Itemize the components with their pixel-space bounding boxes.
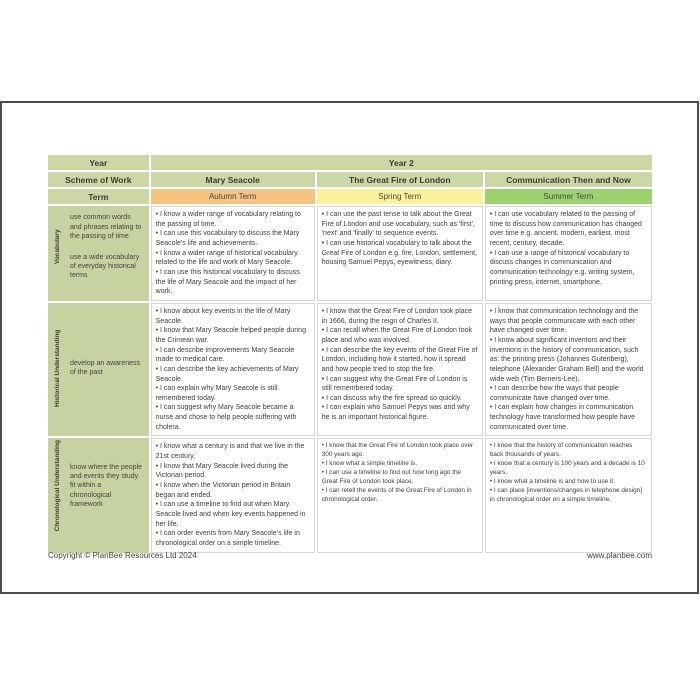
bullet-item: • I can suggest why Mary Seacole became a nurse and chose to help people suffering with cholera.	[155, 404, 297, 431]
scheme-row	[48, 172, 652, 187]
historical-category-cell	[48, 303, 149, 437]
bullet-item: • I know that Mary Seacole helped people during the Crimean war.	[155, 327, 306, 344]
spring-term-cell: Spring Term	[317, 189, 483, 204]
chronological-category-cell	[48, 438, 149, 552]
bullet-item: • I know that a century is 100 years and a decade is 10 years.	[489, 460, 645, 477]
year-value-cell: Year 2	[151, 155, 652, 170]
historical-rotated-label: Historical Understanding	[53, 329, 61, 408]
bullet-item: • I can place [inventions/changes in telephone design] in chronological order on a simple timeline.	[489, 487, 642, 504]
scheme-great-fire-cell: The Great Fire of London	[317, 172, 483, 187]
vocabulary-description-line: use common words and phrases relating to the passing of time	[70, 214, 142, 241]
bullet-item: • I can order events from Mary Seacole's life in chronological order on a simple timeline.	[155, 530, 300, 547]
bullet-item: • I can explain why Mary Seacole is still remembered today.	[155, 385, 278, 402]
vocabulary-mary-seacole-cell	[151, 206, 315, 301]
bullet-item: • I can recall when the Great Fire of London took place and who was involved.	[321, 327, 473, 344]
bullet-item: • I can use a timeline to find out how long ago the Great Fire of London took place.	[321, 469, 462, 486]
vocabulary-row	[48, 206, 652, 301]
bullet-item: • I know that the Great Fire of London took place over 300 years ago.	[321, 442, 474, 459]
bullet-item: • I know about key events in the life of Mary Seacole.	[155, 307, 291, 325]
bullet-item: • I know that communication technology and the ways that people communicate with each other have changed over time.	[489, 307, 639, 335]
autumn-term-cell: Autumn Term	[151, 189, 315, 204]
vocabulary-great-fire-cell	[317, 206, 483, 301]
bullet-item: • I can use the past tense to talk about the Great Fire of London and use vocabulary, such as 'first', 'next' and 'finally' to sequence events.	[321, 211, 475, 238]
vocabulary-rotated-label: Vocabulary	[53, 229, 61, 265]
year-label-cell: Year	[48, 155, 149, 170]
chronological-rotated-label: Chronological Understanding	[53, 440, 61, 532]
bullet-item: • I know that the Great Fire of London took place in 1666, during the reign of Charles II.	[321, 307, 473, 325]
chronological-mary-seacole-cell	[151, 438, 315, 552]
bullet-item: • I can use a timeline to find out when Mary Seacole lived and when key events happened in her life.	[155, 501, 306, 528]
term-label-cell: Term	[48, 189, 149, 204]
term-row	[48, 189, 652, 204]
scheme-of-work-table	[46, 153, 654, 555]
historical-description-line: develop an awareness of the past	[70, 359, 141, 377]
website-text: www.planbee.com	[587, 551, 652, 560]
chronological-description	[68, 438, 149, 533]
bullet-item: • I can use vocabulary related to the passing of time to discuss how communication has changed over time e.g. ancient, modern, earliest, most recent, century, decade.	[489, 211, 642, 247]
bullet-item: • I can describe how the ways that people communicate have changed over time.	[489, 385, 619, 402]
historical-great-fire-cell	[317, 303, 483, 437]
bullet-item: • I can describe the key events of the Great Fire of London, including how it started, how it spread and how people tried to stop the fire.	[321, 346, 478, 373]
bullet-item: • I can use historical vocabulary to talk about the Great Fire of London e.g. fire, London, settlement, housing Samuel Pepys, eyewitness, diary.	[321, 239, 477, 267]
bullet-item: • I know what a simple timeline is.	[321, 460, 418, 468]
historical-description	[68, 303, 149, 434]
copyright-text: Copyright © PlanBee Resources Ltd 2024	[48, 551, 197, 560]
chronological-communication-cell	[485, 438, 652, 552]
vocabulary-communication-cell	[485, 206, 652, 301]
bullet-item: • I know when the Victorian period in Britain began and ended.	[155, 482, 291, 499]
bullet-item: • I know what a century is and that we live in the 21st century.	[155, 443, 305, 461]
bullet-item: • I know that the history of communication reaches back thousands of years.	[489, 442, 633, 459]
scheme-communication-cell: Communication Then and Now	[485, 172, 652, 187]
bullet-item: • I know a wider range of vocabulary relating to the passing of time.	[155, 211, 301, 228]
vocabulary-category-cell	[48, 206, 149, 301]
summer-term-cell: Summer Term	[485, 189, 652, 204]
bullet-item: • I can retell the events of the Great Fire of London in chronological order.	[321, 487, 472, 504]
historical-mary-seacole-cell	[151, 303, 315, 437]
vocabulary-description	[68, 206, 149, 288]
bullet-item: • I know about significant inventors and their inventions in the history of communication, such as: the printing press (Johannes Gutenberg), telephone (Alexander Graham Bell) and the world wide web (Tim Berners-Lee).	[489, 336, 644, 383]
year-row	[48, 155, 652, 170]
bullet-item: • I can explain how changes in communication technology have transformed how people have communicated over time.	[489, 404, 635, 431]
bullet-item: • I can discuss why the fire spread so quickly.	[321, 394, 462, 402]
bullet-item: • I can explain who Samuel Pepys was and why he is an important historical figure.	[321, 404, 470, 422]
historical-understanding-row	[48, 303, 652, 437]
bullet-item: • I can describe the key achievements of Mary Seacole.	[155, 365, 299, 383]
bullet-item: • I can describe improvements Mary Seacole made to medical care.	[155, 346, 295, 364]
chronological-great-fire-cell	[317, 438, 483, 552]
bullet-item: • I know a wider range of historical vocabulary related to the life and work of Mary Seacole.	[155, 249, 298, 267]
chronological-understanding-row	[48, 438, 652, 552]
bullet-item: • I know that Mary Seacole lived during the Victorian period.	[155, 462, 289, 480]
scheme-label-cell: Scheme of Work	[48, 172, 149, 187]
historical-communication-cell	[485, 303, 652, 437]
bullet-item: • I can suggest why the Great Fire of London is still remembered today.	[321, 375, 468, 393]
bullet-item: • I can use a range of historical vocabulary to discuss changes in communication and communication technology e.g. writing system, printing press, internet, smartphone.	[489, 249, 635, 286]
scheme-mary-seacole-cell: Mary Seacole	[151, 172, 315, 187]
vocabulary-description-line: use a wide vocabulary of everyday historical terms	[70, 253, 140, 280]
bullet-item: • I can use this vocabulary to discuss the Mary Seacole's life and achievements.	[155, 230, 300, 247]
chronological-description-line: know where the people and events they study fit within a chronological framework	[70, 463, 142, 509]
bullet-item: • I can use this historical vocabulary to discuss the life of Mary Seacole and the impact of her work.	[155, 268, 300, 296]
bullet-item: • I know what a timeline is and how to use it.	[489, 478, 615, 486]
